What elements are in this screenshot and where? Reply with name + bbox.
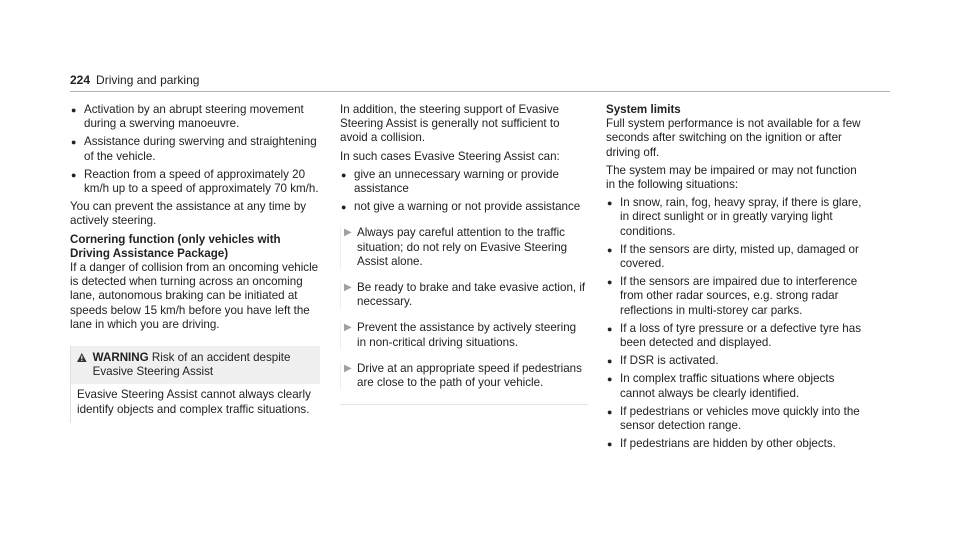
warning-label: WARNING — [92, 351, 149, 365]
instruction-item: ▶ Be ready to brake and take evasive action, if necessary. — [340, 281, 588, 309]
bullet-icon: ● — [607, 323, 613, 334]
column-left — [70, 103, 320, 423]
paragraph: The system may be impaired or may not function in the following situations: — [606, 163, 857, 192]
warning-body: Evasive Steering Assist cannot always clearly identify objects and complex traffic situations. — [77, 388, 311, 416]
instruction-item: ▶ Always pay careful attention to the traffic situation; do not rely on Evasive Steering Assist alone. — [340, 226, 588, 269]
bullet-icon: ● — [607, 374, 613, 385]
list-item: ● In complex traffic situations where objects cannot always be clearly identified. — [607, 372, 835, 400]
bullet-icon: ● — [607, 406, 613, 417]
bullet-icon: ● — [607, 277, 613, 288]
warning-title: Risk of an accident despite Evasive Steering Assist — [92, 351, 291, 379]
section-heading: Cornering function (only vehicles with Driving Assistance Package) — [70, 232, 281, 260]
arrow-icon: ▶ — [344, 227, 352, 239]
instruction-item: ▶ Prevent the assistance by actively steering in non-critical driving situations. — [340, 321, 588, 349]
column-middle — [340, 103, 588, 405]
list-item: ● Activation by an abrupt steering movement during a swerving manoeuvre. — [71, 103, 304, 131]
bullet-icon: ● — [71, 169, 77, 180]
list-item: ● If the sensors are dirty, misted up, damaged or covered. — [607, 242, 859, 271]
list-item: ● If a loss of tyre pressure or a defective tyre has been detected and displayed. — [607, 321, 862, 350]
paragraph: Full system performance is not available for a few seconds after switching on the ignition or after driving off. — [606, 117, 861, 159]
page-header — [70, 73, 199, 87]
list-item: ● If the sensors are impaired due to interference from other radar sources, e.g. strong radar reflections in multi-storey car parks. — [607, 275, 858, 317]
warning-box — [70, 346, 320, 423]
list-item: ● Assistance during swerving and straightening of the vehicle. — [71, 135, 317, 163]
paragraph: In addition, the steering support of Evasive Steering Assist is generally not sufficient to avoid a collision. — [340, 103, 560, 145]
page-number: 224 — [70, 73, 91, 87]
list-item: ● If DSR is activated. — [607, 354, 719, 368]
header-divider — [70, 91, 890, 92]
arrow-icon: ▶ — [344, 322, 352, 334]
paragraph: In such cases Evasive Steering Assist can: — [340, 149, 560, 163]
bullet-icon: ● — [607, 198, 613, 209]
warning-header — [71, 346, 320, 384]
list-item: ● not give a warning or not provide assistance — [341, 200, 581, 214]
list-item: ● If pedestrians are hidden by other objects. — [607, 437, 836, 451]
bullet-icon: ● — [607, 244, 613, 255]
paragraph: If a danger of collision from an oncoming vehicle is detected when turning across an oncoming lane, autonomous braking can be initiated at speeds below 15 km/h before you have left the lane in which you are driving. — [70, 261, 319, 331]
bullet-icon: ● — [341, 169, 347, 180]
section-title: Driving and parking — [96, 73, 200, 87]
bullet-icon: ● — [71, 105, 77, 115]
arrow-icon: ▶ — [344, 282, 352, 294]
column-right — [606, 103, 866, 455]
bullet-icon: ● — [607, 356, 613, 367]
list-item: ● In snow, rain, fog, heavy spray, if there is glare, in direct sunlight or in greatly varying light conditions. — [607, 196, 862, 238]
arrow-icon: ▶ — [344, 362, 352, 374]
bullet-icon: ● — [341, 202, 347, 213]
list-item: ● Reaction from a speed of approximately 20 km/h up to a speed of approximately 70 km/h. — [71, 167, 319, 196]
paragraph: You can prevent the assistance at any time by actively steering. — [70, 200, 307, 228]
middle-box — [340, 103, 588, 405]
bullet-icon: ● — [607, 439, 613, 450]
instruction-item: ▶ Drive at an appropriate speed if pedestrians are close to the path of your vehicle. — [340, 362, 588, 390]
warning-triangle-icon — [77, 351, 87, 364]
bullet-icon: ● — [71, 137, 77, 148]
section-heading: System limits — [606, 103, 681, 116]
list-item: ● If pedestrians or vehicles move quickly into the sensor detection range. — [607, 404, 860, 433]
list-item: ● give an unnecessary warning or provide assistance — [341, 167, 559, 196]
